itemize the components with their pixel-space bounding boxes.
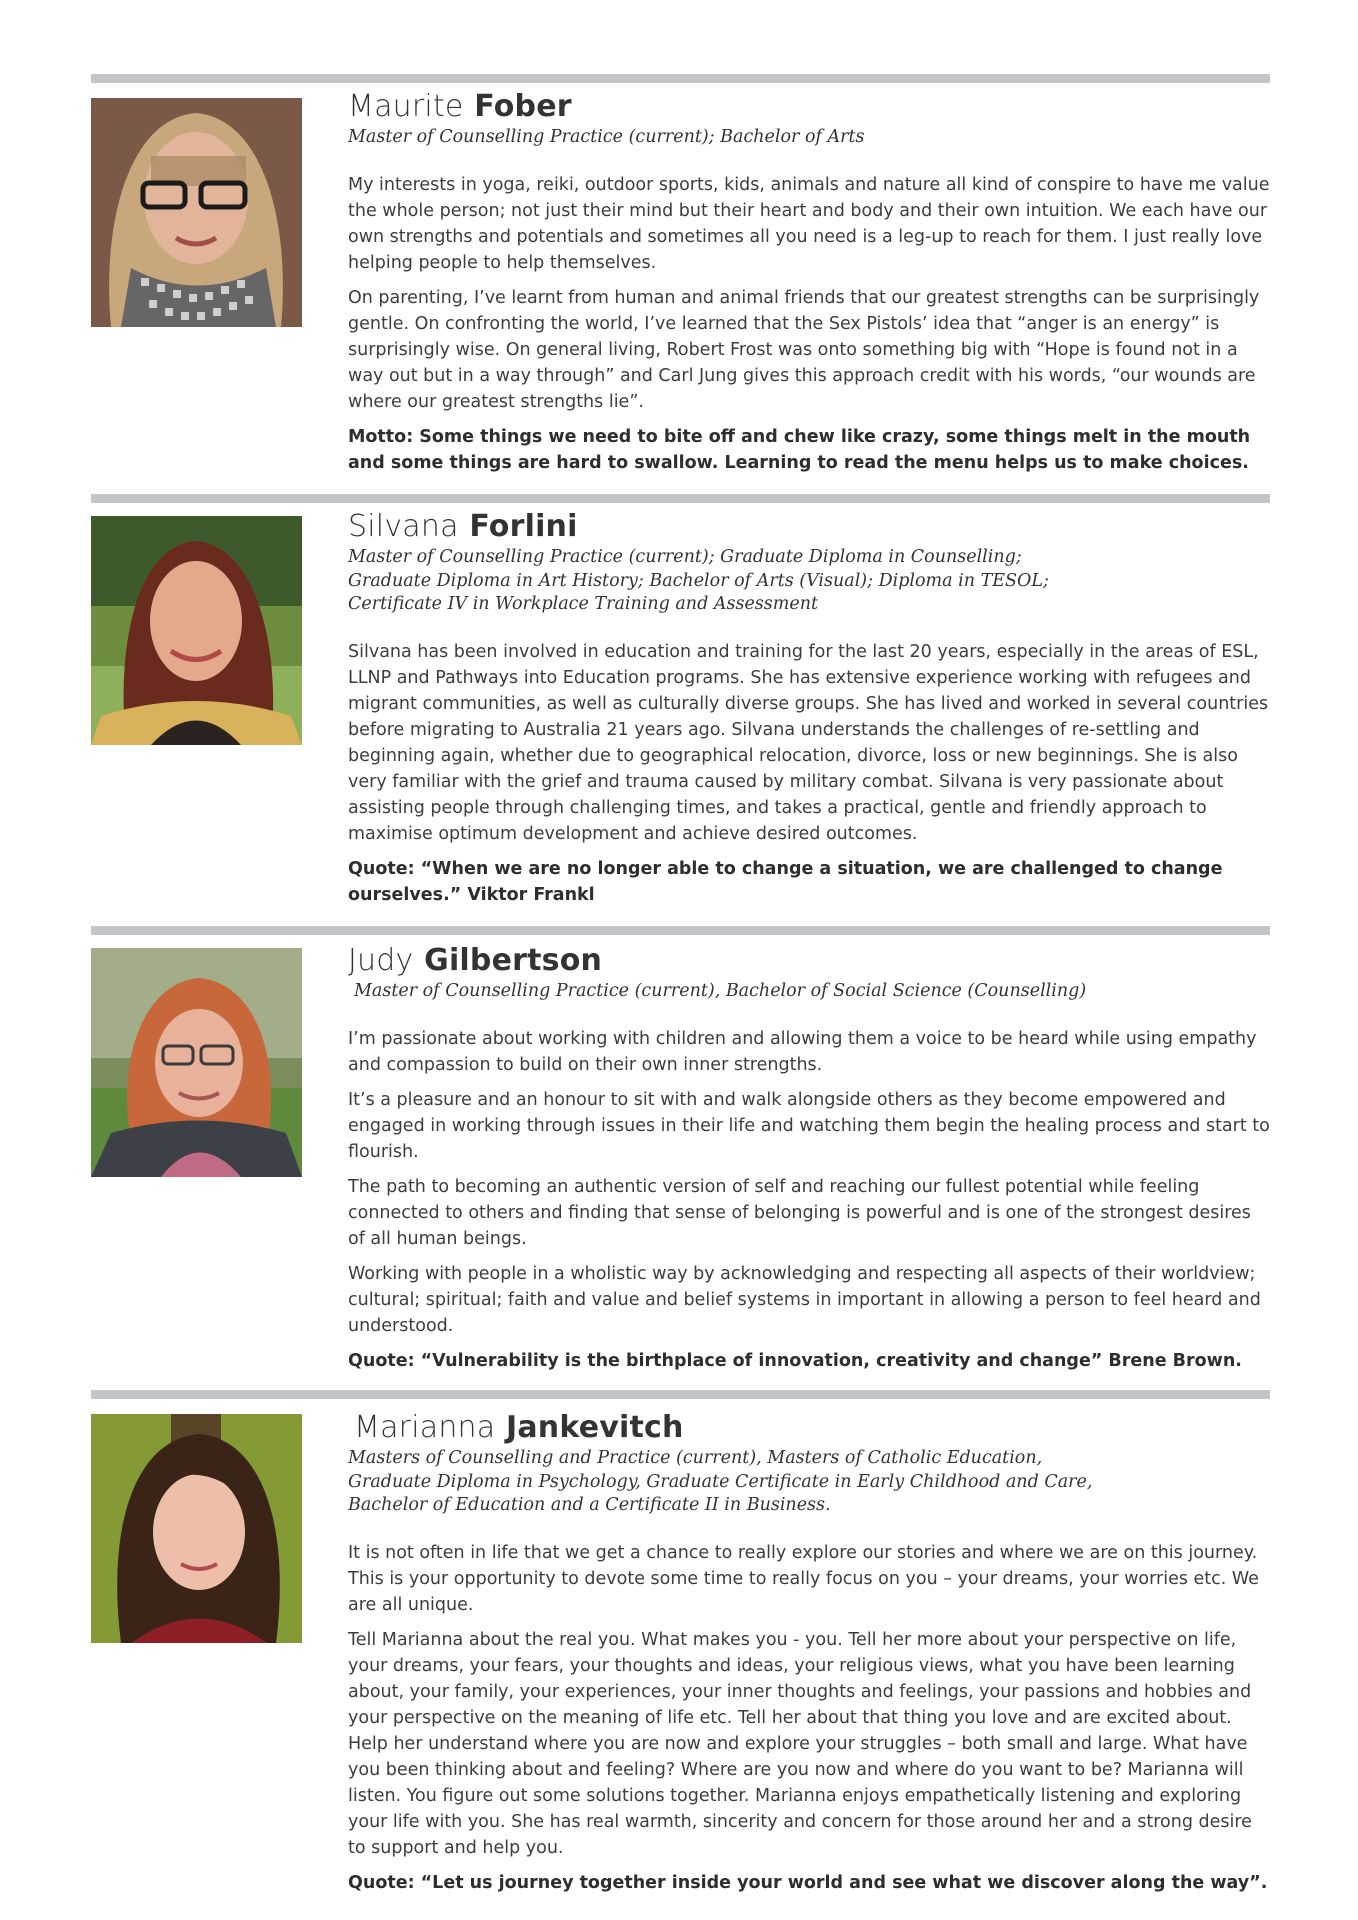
profile-name: Marianna Jankevitch [354,1410,684,1445]
section-divider [91,926,1270,935]
profile-photo-maurite-fober [91,98,302,327]
quote-text: Quote: “Vulnerability is the birthplace of innovation, creativity and change” Brene Brown. [348,1350,1242,1371]
section-divider [91,494,1270,503]
bio-paragraph: My interests in yoga, reiki, outdoor sports, kids, animals and nature all kind of conspire to have me value the whole person; not just their mind but their heart and body and their own intuition. We each have our own strengths and potentials and sometimes all you need is a leg-up to reach for them. I just really love helping people to help themselves. [348,174,1270,273]
bio-paragraph: On parenting, I’ve learnt from human and animal friends that our greatest strengths can be surprisingly gentle. On confronting the world, I’ve learned that the Sex Pistols’ idea that “anger is an energy” is surprisingly wise. On general living, Robert Frost was onto something big with “Hope is found not in a way out but in a way through” and Carl Jung gives this approach credit with his words, “our wounds are where our greatest strengths lie”. [348,287,1260,412]
quote-text: Quote: “Let us journey together inside your world and see what we discover along the way”. [348,1872,1268,1893]
profile-photo-silvana-forlini [91,516,302,745]
qualifications: Master of Counselling Practice (current), Bachelor of Social Science (Counselling) [354,981,1087,1001]
bio-paragraph: It’s a pleasure and an honour to sit with and walk alongside others as they become empowered and engaged in working through issues in their life and watching them begin the healing process and start to flourish. [348,1089,1270,1162]
profile-photo-marianna-jankevitch [91,1414,302,1643]
motto-text: Motto: Some things we need to bite off and chew like crazy, some things melt in the mouth and some things are hard to swallow. Learning to read the menu helps us to make choices. [348,426,1251,473]
qualifications: Masters of Counselling and Practice (current), Masters of Catholic Education, Graduate Diploma in Psychology, Graduate Certificate in Early Childhood and Care, Bachelor of Education and a Certificate II in Business. [348,1448,1093,1515]
profile-name: Silvana Forlini [348,509,578,544]
profile-maurite-fober [348,90,1270,476]
bio-paragraph: It is not often in life that we get a chance to really explore our stories and where we are on this journey. This is your opportunity to devote some time to really focus on you – your dreams, your worries etc. We are all unique. [348,1542,1259,1615]
profile-silvana-forlini [348,510,1270,908]
profile-photo-judy-gilbertson [91,948,302,1177]
profile-marianna-jankevitch [348,1411,1270,1896]
bio-paragraph: I’m passionate about working with children and allowing them a voice to be heard while using empathy and compassion to build on their own inner strengths. [348,1028,1257,1075]
bio-paragraph: Tell Marianna about the real you. What makes you - you. Tell her more about your perspective on life, your dreams, your fears, your thoughts and ideas, your religious views, what you have been learning about, your family, your experiences, your inner thoughts and feelings, your passions and hobbies and your perspective on the meaning of life etc. Tell her about that thing you love and are excited about. Help her understand where you are now and explore your struggles – both small and large. What have you been thinking about and feeling? Where are you now and where do you want to be? Marianna will listen. You figure out some solutions together. Marianna enjoys empathetically listening and exploring your life with you. She has real warmth, sincerity and concern for those around her and a strong desire to support and help you. [348,1629,1252,1858]
bio-paragraph: Working with people in a wholistic way by acknowledging and respecting all aspects of their worldview; cultural; spiritual; faith and value and belief systems in important in allowing a person to feel heard and understood. [348,1263,1261,1336]
profile-judy-gilbertson [348,944,1270,1374]
profile-name: Judy Gilbertson [348,943,603,978]
section-divider [91,1390,1270,1399]
bio-paragraph: Silvana has been involved in education and training for the last 20 years, especially in the areas of ESL, LLNP and Pathways into Education programs. She has extensive experience working with refugees and migrant communities, as well as culturally diverse groups. She has lived and worked in several countries before migrating to Australia 21 years ago. Silvana understands the challenges of re-settling and beginning again, whether due to geographical relocation, divorce, loss or new beginnings. She is also very familiar with the grief and trauma caused by military combat. Silvana is very passionate about assisting people through challenging times, and takes a practical, gentle and friendly approach to maximise optimum development and achieve desired outcomes. [348,641,1269,844]
quote-text: Quote: “When we are no longer able to change a situation, we are challenged to change ourselves.” Viktor Frankl [348,858,1223,905]
section-divider [91,74,1270,83]
profile-name: Maurite Fober [348,89,572,124]
bio-paragraph: The path to becoming an authentic version of self and reaching our fullest potential while feeling connected to others and finding that sense of belonging is powerful and is one of the strongest desires of all human beings. [348,1176,1251,1249]
qualifications: Master of Counselling Practice (current); Bachelor of Arts [348,127,865,147]
qualifications: Master of Counselling Practice (current); Graduate Diploma in Counselling; Graduate Diploma in Art History; Bachelor of Arts (Visual); Diploma in TESOL; Certificate IV in Workplace Training and Assessment [348,547,1049,614]
